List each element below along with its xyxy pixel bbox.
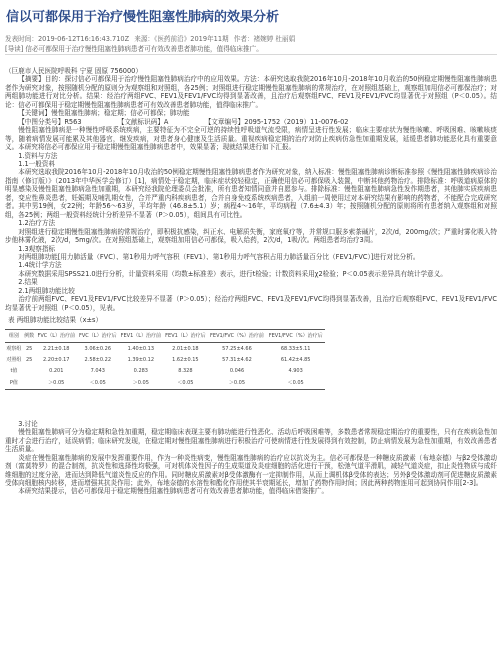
source-journal: 来源：《医药前沿》2019年11期 [134,35,229,43]
paragraph: 炎症在慢性阻塞性肺病的发展中发挥重要作用，作为一种炎性病变，慢性阻塞性肺病的治疗应以抗炎为主。信必可都保是一种糖皮质激素（布地奈德）与β2受体激动剂（富莫特罗）的混合制剂，抗炎性和选择性均极强，可对机体炎性因子的生成渠道及炎症细胞的活化进行干预，松弛气道平滑肌，减轻气道炎症，扣止炎性物质与成纤维细胞的过度分泌，进而达到降低气道炎性反应的作用。同时糖皮质激素对β受体激酶有一定抑制作用，从而上调机体β受体的表达；另外β受体激动剂可促进糖皮质激素受体向细胞核内转移，进而增强其抗炎作用；此外，布地奈德的水溶性和酯化作用使其半衰期延长，增加了药物作用时间；因此两种药物连用可起到协同作用[2-3]。 [5,453,497,488]
table-cell: ＞0.05 [35,377,77,389]
publish-date: 发表时间：2019-06-12T16:16:43.710Z [5,35,130,43]
table-cell: P值 [5,377,23,389]
spacer [5,390,497,420]
table-cell: 68.33±5.11 [280,345,311,352]
table-title: 表 两组肺功能比较结果（x±s） [8,316,103,325]
table-header-cell: FEV1/FVC（%）治疗前 [208,329,267,342]
table-cell: 8.328 [178,368,193,375]
section-heading: 2.结果 [18,278,38,287]
subsection-heading: 1.3观察指标 [18,244,56,253]
table-cell: 25 [25,357,33,363]
intro-paragraph: 慢性阻塞性肺病是一种慢性呼吸系统疾病，主要特征为不完全可逆的持续性呼吸道气流受限，病情呈进行性发展；临床主要症状为慢性咳嗽、呼吸困难、咳嗽咳痰等，随着病情发展可能累及其他器官，继发疾病，对患者身心健康及生活质量。重视疾病稳定期的治疗对防止疾病仿急性加重期发展，延缓患者肺功能恶化具有重要意义。本研究将信必可都保应用于稳定期慢性阻塞性肺病患者中，效果显著；现就结果进行如下汇报。 [5,126,497,152]
table-header-cell: FEV1（L）治疗后 [163,329,208,342]
classification: 【中图分类号】R563 【文献标识码】A 【文章编号】2095-1752（2019）11-0076-02 [18,117,349,126]
article-body [5,67,497,496]
table-cell [23,377,36,389]
table-header-cell: FEV1/FVC（%）治疗后 [266,329,325,342]
article-meta [5,33,298,43]
table-cell: ＜0.05 [163,377,208,389]
table-cell: 1.62±0.15 [172,357,199,363]
table-cell: ＜0.05 [266,377,325,389]
table-header-cell: FVC（L）治疗前 [35,329,77,342]
paragraph: 本研究数据采用SPSS21.0进行分析，计量资料采用（均数±标准差）表示，进行t检验；计数资料采用χ2检验；P＜0.05表示差异具有统计学意义。 [18,269,447,278]
abstract: 【摘要】目的：探讨信必可都保用于治疗慢性阻塞性肺病治疗中的应用效果。方法：本研究选取我院2016年10月-2018年10月收治的50例稳定期慢性阻塞性肺病患者作为研究对象，按照随机分配的原则分为观察组和对照组，各25例；对照组进行稳定期慢性阻塞性肺病的常规治疗，在对照组基础上，观察组加用信必可都保治疗；对两组肺功能进行对比分析。结果：经治疗两组FVC、FEV1及FEV1/FVC均得到显著改善，且治疗后观察组FVC、FEV1及FEV1/FVC均显著优于对照组（P＜0.05）。结论：信必可都保用于稳定期慢性阻塞性肺病患者可有效改善患者肺功能，值得临床推广。 [5,75,497,109]
table-cell: 2.58±0.22 [84,357,112,363]
table-row [5,377,325,389]
table-header-cell: FEV1（L）治疗前 [119,329,164,342]
paragraph: 慢性阻塞性肺病可分为稳定期和急性加重期，稳定期临床表现主要有肺功能进行性恶化、活动后呼吸困难等，多数患者常规稳定期治疗的重要性，只有在疾病急性加重时才会进行治疗，延误病情；临床研究发现，在稳定期对慢性阻塞性肺病进行积极治疗可使病情进行性发展得到有效控制，防止病情发展为急性加重期，有效改善患者生活质量。 [5,428,497,454]
subsection-heading: 2.1两组肺功能比较 [18,286,75,295]
keywords: 【关键词】慢性阻塞性肺病；稳定期；信必可都保；肺功能 [18,109,190,118]
table-row [5,355,325,366]
table-cell: 1.40±0.13 [127,345,155,352]
table-row [5,366,325,377]
divider [5,54,497,55]
paragraph: 对两组肺功能[用力肺活量（FVC）、第1秒用力呼气容积（FEV1）、第1秒用力呼气容积占用力肺活量百分比（FEV1/FVC）]进行对比分析。 [18,252,420,261]
table-cell: 0.046 [229,368,245,375]
table-cell: 0.201 [49,368,64,375]
table-cell: 57.25±4.66 [222,345,252,352]
table-header-cell: FVC（L）治疗后 [77,329,119,342]
section-heading: 1.资料与方法 [18,151,58,160]
subsection-heading: 1.4统计学方法 [18,261,62,270]
table-cell: 2.20±0.17 [43,357,70,363]
table-cell: ＞0.05 [208,377,267,389]
table-header-row [5,329,325,342]
table-row [5,343,325,355]
results-table-block [5,316,325,390]
table-cell: 观察组 [6,345,22,352]
table-cell: 4.903 [288,368,303,375]
table-cell: ＞0.05 [119,377,164,389]
article-title: 信以可都保用于治疗慢性阻塞性肺病的效果分析 [6,10,280,25]
table-cell: 0.283 [133,368,148,375]
author-list: 作者：褚婉婷 杜丽娟 [233,35,296,43]
table-header-cell: 组别 [5,329,23,342]
paragraph: 本研究选取我院2016年10月-2018年10月收治的50例稳定期慢性阻塞性肺病患者作为研究对象，纳入标准：慢性阻塞性肺病诊断标准参照《慢性阻塞性肺疾病诊治指南（修订版）》（2013年中华医学会修订）[1]，病情处于稳定期，临床症状较轻稳定，正确使用信必可都保吸入装置，中断其他药物治疗。排除标准：呼吸道病原体的明显感染及慢性阻塞性肺病急性加重期，本研究经我院伦理委员会批准，所有患者知情同意并自愿参与。排除标准：慢性阻塞性肺病急性发作期患者，其他肺实质疾病患者，变应性鼻炎患者，妊娠期及哺乳期女性，合并严重内科疾病患者，合并自身免疫系统疾病患者，入组前一周使用过对本研究结果有影响的药物者，不能配合完成研究者。其中男19例，女22例；年龄56～63岁，平均年龄（46.8±5.1）岁；病程4～16年，平均病程（7.6±4.3）年；按照随机分配的原则将所有患者纳入观察组和对照组，各25例；两组一般资料经统计分析差异不显著（P＞0.05），组间具有可比性。 [5,168,497,219]
table-cell: ＜0.05 [77,377,119,389]
subsection-heading: 1.1一般资料 [18,159,56,168]
table-cell: 1.39±0.12 [127,357,155,363]
table-cell: 61.42±4.85 [280,357,311,363]
paragraph: 本研究结果提示，信必可都保用于稳定期慢性阻塞性肺病患者可有效改善患者肺功能，值得临床借鉴推广。 [18,487,329,496]
table-header-cell: 例数 [23,329,36,342]
table-cell: t值 [10,368,18,375]
table-cell: 7.043 [90,368,105,375]
table-cell: 2.21±0.18 [43,345,70,352]
paragraph: 治疗前两组FVC、FEV1及FEV1/FVC比较差异不显著（P＞0.05）；经治疗两组FVC、FEV1及FEV1/FVC均得到显著改善，且治疗后观察组FVC、FEV1及FEV1/FVC均显著优于对照组（P＜0.05），见表。 [5,295,497,312]
table-cell: 57.31±4.62 [222,357,252,363]
section-heading: 3.讨论 [18,419,38,428]
table-cell: 对照组 [6,357,22,363]
table-cell [23,366,36,377]
subsection-heading: 1.2治疗方法 [18,219,56,228]
article-guide: [导读] 信必可都保用于治疗慢性阻塞性肺病患者可有效改善患者肺功能，值得临床推广。 [5,45,263,53]
paragraph: 对照组进行稳定期慢性阻塞性肺病的常规治疗，即积极抗感染，纠正水、电解质失衡，家庭氧疗等，并常规口服多索茶碱片，2次/d，200mg/次；严重时雾化吸入特步他林雾化液，2次/d，5mg/次。在对照组基础上，观察组加用信必可都保，吸入给药，2次/d，1吸/次。两组患者均治疗3周。 [5,227,497,245]
table-cell: 2.01±0.18 [172,345,199,352]
table-cell: 25 [25,345,33,352]
table-cell: 3.06±0.26 [84,345,112,352]
affiliation: （巨鹿市人民医院呼吸科 宁夏 固原 756000） [5,67,142,75]
results-table [5,329,325,390]
